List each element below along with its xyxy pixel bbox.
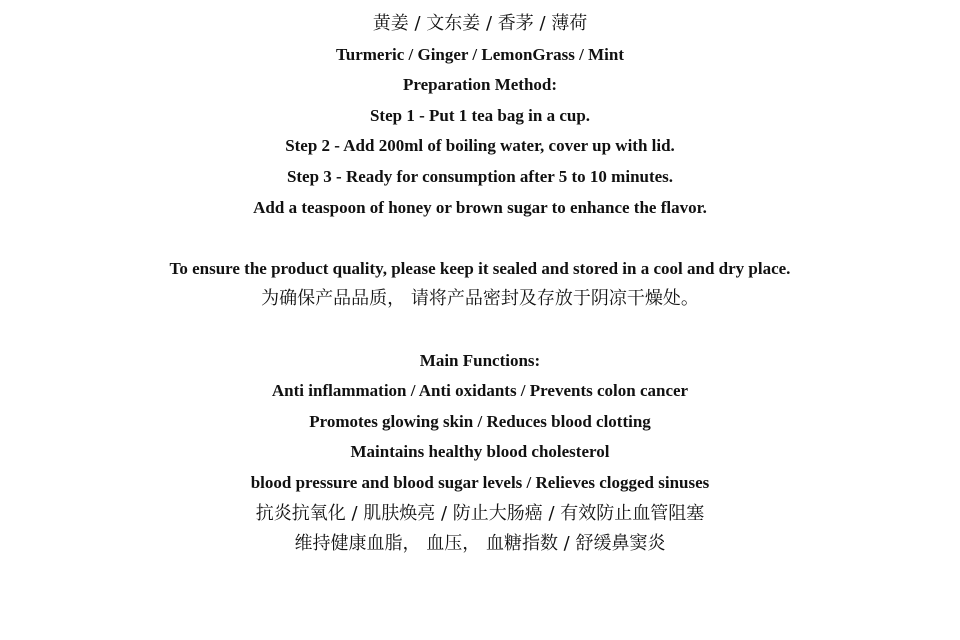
functions-chinese-2: 维持健康血脂， 血压， 血糖指数 / 舒缓鼻窦炎 xyxy=(294,533,666,555)
storage-english: To ensure the product quality, please keep it sealed and stored in a cool and dry place. xyxy=(169,258,791,278)
functions-chinese-1: 抗炎抗氧化 / 肌肤焕亮 / 防止大肠癌 / 有效防止血管阻塞 xyxy=(255,502,705,524)
spacer xyxy=(0,315,960,346)
herbs-english: Turmeric / Ginger / LemonGrass / Mint xyxy=(335,44,625,64)
preparation-tip: Add a teaspoon of honey or brown sugar to enhance the flavor. xyxy=(253,197,707,217)
functions-heading: Main Functions: xyxy=(419,350,541,370)
preparation-heading: Preparation Method: xyxy=(402,75,558,95)
functions-line-4: blood pressure and blood sugar levels / Relieves clogged sinuses xyxy=(250,472,710,492)
storage-chinese: 为确保产品品质， 请将产品密封及存放于阴凉干燥处。 xyxy=(261,288,699,310)
preparation-step-2: Step 2 - Add 200ml of boiling water, cover up with lid. xyxy=(285,136,675,156)
preparation-step-3: Step 3 - Ready for consumption after 5 to 10 minutes. xyxy=(286,166,674,186)
functions-line-2: Promotes glowing skin / Reduces blood clotting xyxy=(309,411,651,431)
preparation-step-1: Step 1 - Put 1 tea bag in a cup. xyxy=(369,105,591,125)
herbs-chinese: 黄姜 / 文东姜 / 香茅 / 薄荷 xyxy=(372,13,588,34)
functions-line-3: Maintains healthy blood cholesterol xyxy=(350,442,610,462)
functions-line-1: Anti inflammation / Anti oxidants / Prevents colon cancer xyxy=(271,381,689,401)
product-info-text xyxy=(0,9,960,560)
spacer xyxy=(0,223,960,254)
